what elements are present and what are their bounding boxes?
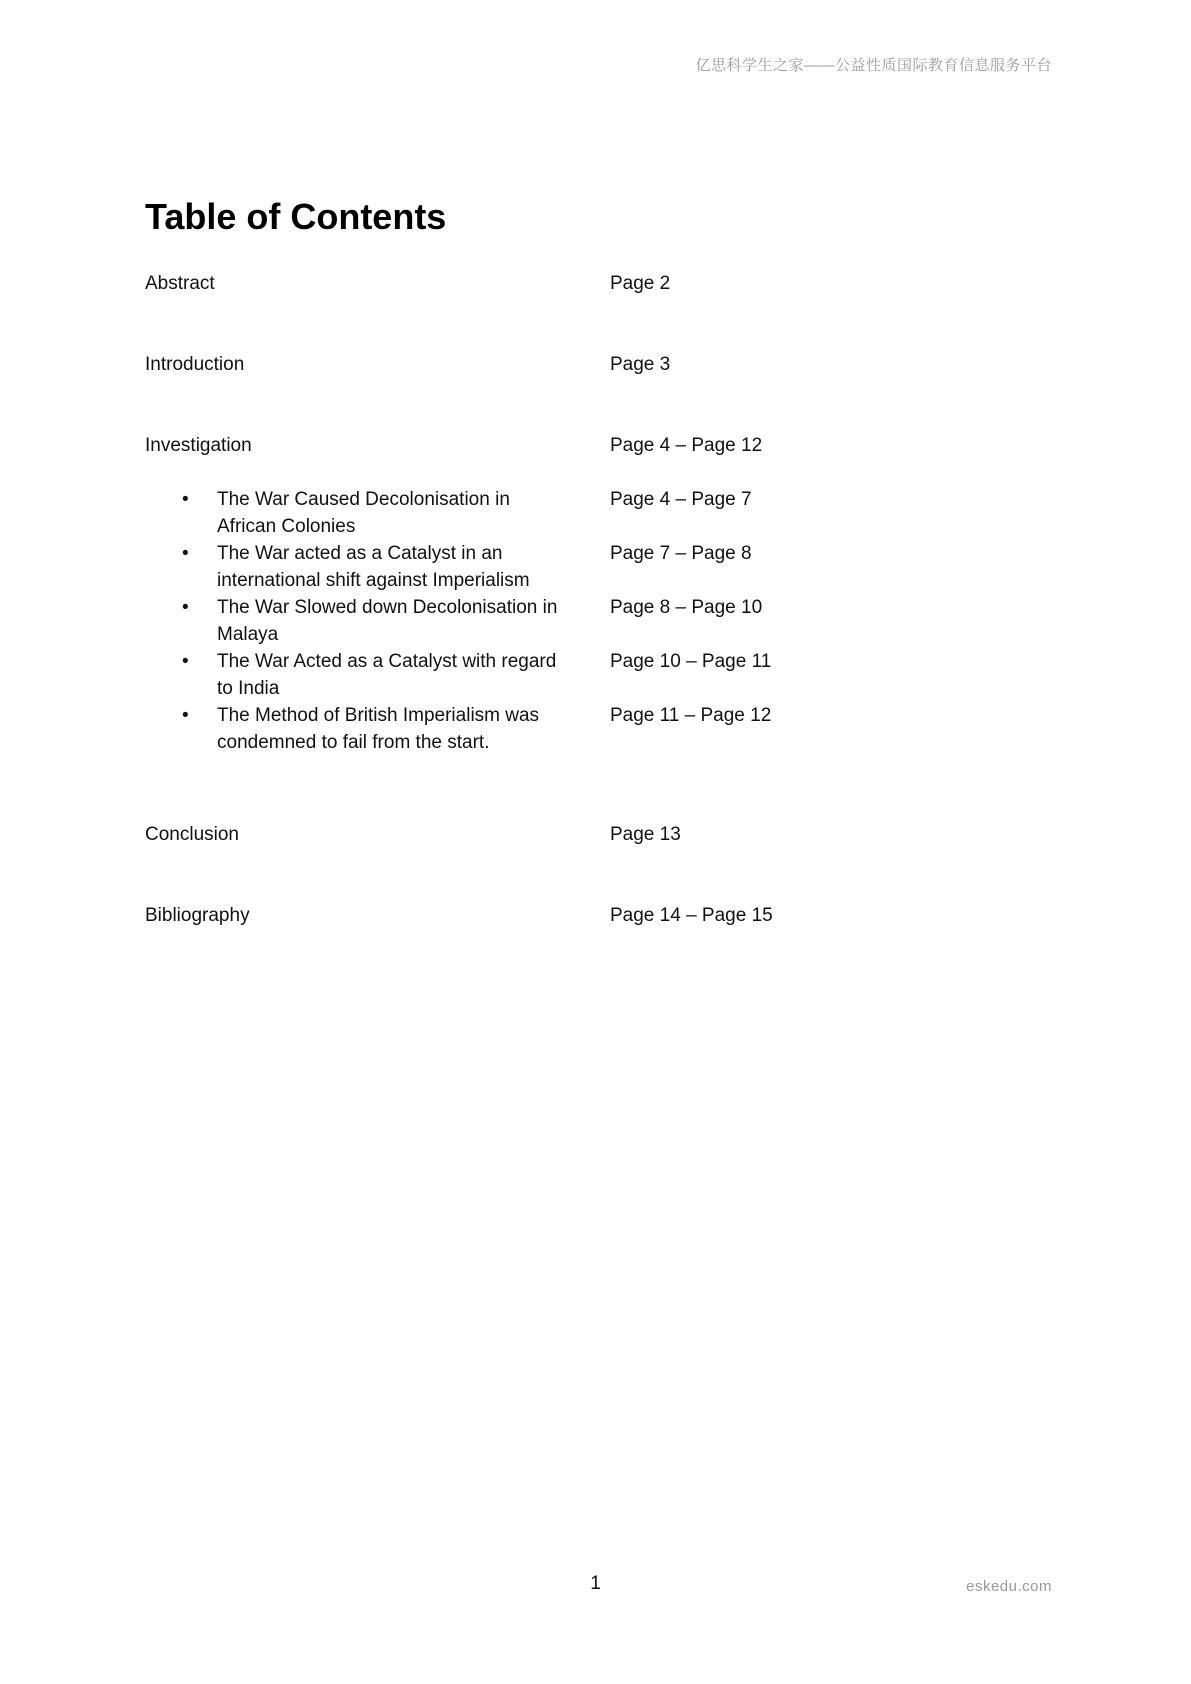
toc-subentry	[145, 594, 845, 648]
page-title: Table of Contents	[145, 196, 447, 237]
toc-entry-page: Page 4 – Page 12	[610, 435, 763, 456]
toc-entry-label: Bibliography	[145, 905, 250, 926]
toc-subentry	[145, 702, 845, 756]
toc-entry-conclusion	[145, 821, 845, 848]
toc-subentry-line: African Colonies	[217, 516, 356, 537]
toc-subentry-line: The Method of British Imperialism was	[217, 705, 540, 726]
toc-subentry-label	[217, 540, 597, 594]
toc-subentry-page: Page 10 – Page 11	[610, 651, 772, 672]
toc-subentry	[145, 486, 845, 540]
toc-subentry	[145, 540, 845, 594]
toc-entry-abstract	[145, 270, 845, 297]
toc-subentry-label	[217, 648, 597, 702]
toc-entry-introduction	[145, 351, 845, 378]
toc-entry-label: Conclusion	[145, 824, 239, 845]
toc-subentry-page: Page 4 – Page 7	[610, 489, 752, 510]
bullet-icon: •	[182, 543, 189, 564]
toc-subentry-line: condemned to fail from the start.	[217, 732, 490, 753]
bullet-icon: •	[182, 597, 189, 618]
toc-entry-bibliography	[145, 902, 845, 929]
table-of-contents	[145, 270, 845, 929]
toc-subentry-page: Page 7 – Page 8	[610, 543, 752, 564]
toc-subentry-label	[217, 486, 597, 540]
toc-subentry-line: Malaya	[217, 624, 279, 645]
toc-subentry-page: Page 8 – Page 10	[610, 597, 763, 618]
toc-entry-label: Investigation	[145, 435, 252, 456]
bullet-icon: •	[182, 489, 189, 510]
header-watermark: 亿思科学生之家——公益性质国际教育信息服务平台	[695, 57, 1052, 74]
toc-subentry-label	[217, 702, 597, 756]
toc-subentry-line: The War Slowed down Decolonisation in	[217, 597, 558, 618]
page-number: 1	[590, 1573, 601, 1594]
toc-subentry-line: to India	[217, 678, 280, 699]
bullet-icon: •	[182, 651, 189, 672]
toc-subentry-line: The War Caused Decolonisation in	[217, 489, 510, 510]
footer-watermark: eskedu.com	[966, 1578, 1052, 1595]
bullet-icon: •	[182, 705, 189, 726]
toc-entry-page: Page 2	[610, 273, 671, 294]
toc-subentry-line: The War Acted as a Catalyst with regard	[217, 651, 557, 672]
toc-subentry-line: international shift against Imperialism	[217, 570, 530, 591]
toc-entry-label: Abstract	[145, 273, 215, 294]
toc-entry-investigation	[145, 432, 845, 459]
toc-entry-page: Page 13	[610, 824, 681, 845]
toc-subentry-label	[217, 594, 597, 648]
toc-subentry	[145, 648, 845, 702]
toc-subentry-page: Page 11 – Page 12	[610, 705, 772, 726]
toc-entry-page: Page 14 – Page 15	[610, 905, 773, 926]
investigation-subsections	[145, 486, 845, 756]
toc-entry-label: Introduction	[145, 354, 245, 375]
toc-subentry-line: The War acted as a Catalyst in an	[217, 543, 503, 564]
toc-entry-page: Page 3	[610, 354, 671, 375]
